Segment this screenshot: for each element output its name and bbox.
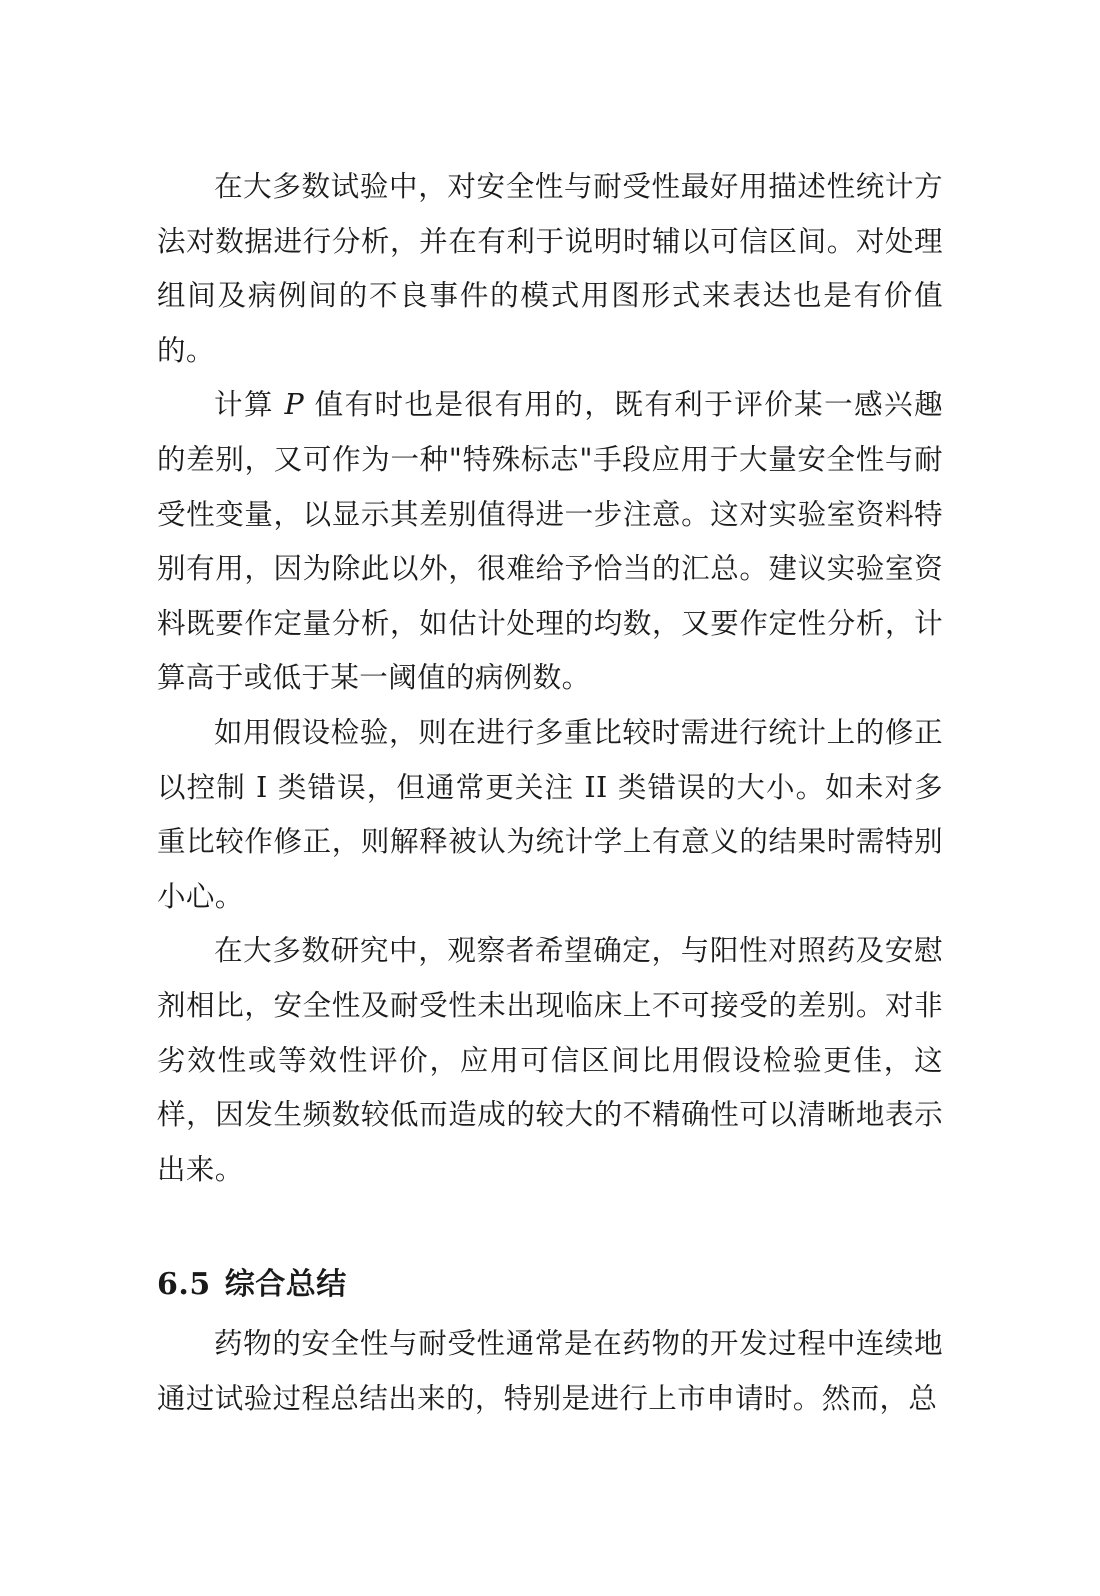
section-number: 6.5 xyxy=(157,1267,211,1303)
paragraph-1: 在大多数试验中，对安全性与耐受性最好用描述性统计方法对数据进行分析，并在有利于说明时辅以可信区间。对处理组间及病例间的不良事件的模式用图形式来表达也是有价值的。 xyxy=(157,170,943,367)
paragraph-2 xyxy=(157,378,943,706)
paragraph-2-before: 计算 xyxy=(214,388,285,422)
section-heading xyxy=(157,1265,943,1305)
section-title: 综合总结 xyxy=(224,1267,347,1303)
paragraph-3: 如用假设检验，则在进行多重比较时需进行统计上的修正以控制 I 类错误，但通常更关注 II 类错误的大小。如未对多重比较作修正，则解释被认为统计学上有意义的结果时需特别小心。 xyxy=(157,715,943,913)
p-value-symbol: P xyxy=(284,388,305,422)
section-paragraph: 药物的安全性与耐受性通常是在药物的开发过程中连续地通过试验过程总结出来的，特别是进行上市申请时。然而，总 xyxy=(157,1327,943,1415)
document-page xyxy=(157,160,943,1426)
paragraph-4: 在大多数研究中，观察者希望确定，与阳性对照药及安慰剂相比，安全性及耐受性未出现临床上不可接受的差别。对非劣效性或等效性评价，应用可信区间比用假设检验更佳，这样，因发生频数较低而造成的较大的不精确性可以清晰地表示出来。 xyxy=(157,934,943,1186)
paragraph-2-after: 值有时也是很有用的，既有利于评价某一感兴趣的差别，又可作为一种"特殊标志"手段应用于大量安全性与耐受性变量，以显示其差别值得进一步注意。这对实验室资料特别有用，因为除此以外，很难给予恰当的汇总。建议实验室资料既要作定量分析，如估计处理的均数，又要作定性分析，计算高于或低于某一阈值的病例数。 xyxy=(157,388,943,695)
